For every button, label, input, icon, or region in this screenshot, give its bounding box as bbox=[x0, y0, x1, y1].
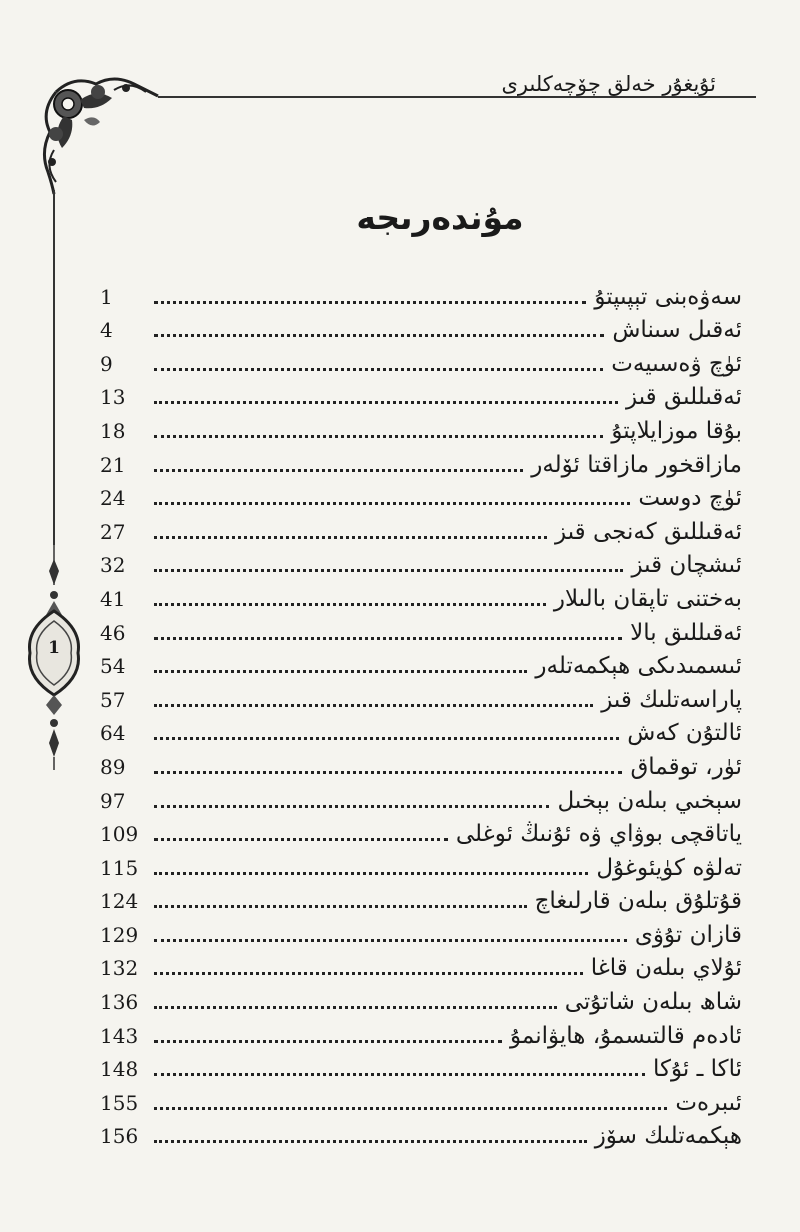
toc-entry-page: 4 bbox=[100, 318, 113, 343]
toc-entry bbox=[100, 715, 742, 749]
toc-entry-title: ئۈچ دوست bbox=[638, 485, 742, 512]
toc-entry-page: 27 bbox=[100, 519, 126, 544]
toc-entry-page: 21 bbox=[100, 452, 126, 477]
toc-leader-dots bbox=[154, 939, 627, 942]
toc-entry-page: 9 bbox=[100, 351, 113, 376]
toc-entry-page: 32 bbox=[100, 553, 126, 578]
toc-entry-title: ئىبرەت bbox=[675, 1089, 742, 1116]
toc-entry bbox=[100, 849, 742, 883]
corner-ornament-icon bbox=[34, 70, 164, 195]
toc-entry-page: 89 bbox=[100, 754, 126, 779]
toc-entry-title: ئەقىللىق كەنجى قىز bbox=[555, 518, 742, 545]
toc-entry-title: ئەقىللىق بالا bbox=[630, 619, 742, 646]
toc-entry bbox=[100, 580, 742, 614]
toc-entry bbox=[100, 480, 742, 514]
toc-entry-title: ئاكا ـ ئۇكا bbox=[653, 1056, 742, 1083]
toc-entry-title: ئالتۇن كەش bbox=[627, 720, 742, 747]
toc-leader-dots bbox=[154, 368, 603, 371]
toc-entry-page: 156 bbox=[100, 1124, 139, 1149]
toc-entry-page: 41 bbox=[100, 586, 126, 611]
toc-entry bbox=[100, 1118, 742, 1152]
toc-entry bbox=[100, 983, 742, 1017]
toc-entry bbox=[100, 513, 742, 547]
toc-entry bbox=[100, 916, 742, 950]
toc-entry bbox=[100, 278, 742, 312]
toc-leader-dots bbox=[154, 637, 622, 640]
toc-entry-title: ئىسمىدىكى ھېكمەتلەر bbox=[535, 653, 742, 680]
toc-entry bbox=[100, 648, 742, 682]
toc-entry-title: ئەقىللىق قىز bbox=[626, 384, 742, 411]
toc-entry bbox=[100, 748, 742, 782]
toc-leader-dots bbox=[154, 435, 603, 438]
toc-entry bbox=[100, 379, 742, 413]
page-number: 1 bbox=[48, 638, 60, 658]
toc-entry-page: 13 bbox=[100, 385, 126, 410]
toc-leader-dots bbox=[154, 1140, 587, 1143]
toc-leader-dots bbox=[154, 469, 523, 472]
toc-leader-dots bbox=[154, 502, 630, 505]
toc-entry-page: 132 bbox=[100, 956, 139, 981]
toc-leader-dots bbox=[154, 334, 604, 337]
toc-leader-dots bbox=[154, 536, 547, 539]
toc-leader-dots bbox=[154, 1040, 502, 1043]
toc-leader-dots bbox=[154, 771, 622, 774]
toc-entry-title: تەلۋە كۈيئوغۇل bbox=[596, 854, 742, 881]
toc-entry bbox=[100, 345, 742, 379]
toc-leader-dots bbox=[154, 905, 527, 908]
toc-entry-title: ئۇلاي بىلەن قاغا bbox=[590, 955, 742, 982]
toc-entry-title: ئۈچ ۋەسىيەت bbox=[611, 350, 742, 377]
toc-entry bbox=[100, 614, 742, 648]
toc-entry-page: 143 bbox=[100, 1023, 139, 1048]
toc-entry bbox=[100, 1084, 742, 1118]
toc-entry-title: بەختنى تاپقان بالىلار bbox=[553, 585, 742, 612]
toc-leader-dots bbox=[154, 805, 549, 808]
toc-leader-dots bbox=[154, 301, 586, 304]
toc-entry-page: 57 bbox=[100, 687, 126, 712]
toc-leader-dots bbox=[154, 1073, 645, 1076]
toc-entry bbox=[100, 883, 742, 917]
toc-entry-page: 109 bbox=[100, 822, 139, 847]
toc-leader-dots bbox=[154, 737, 619, 740]
toc-entry-page: 155 bbox=[100, 1090, 139, 1115]
toc-entry-title: ئىشچان قىز bbox=[631, 552, 742, 579]
toc-entry-page: 18 bbox=[100, 418, 126, 443]
toc-entry-page: 97 bbox=[100, 788, 126, 813]
toc-entry-title: ھېكمەتلىك سۆز bbox=[594, 1123, 742, 1150]
toc-entry bbox=[100, 412, 742, 446]
toc-entry-title: سەۋەبنى تېپىپتۇ bbox=[594, 283, 742, 310]
toc-entry-title: شاھ بىلەن شاتۇتى bbox=[564, 989, 742, 1016]
running-head: ئۇيغۇر خەلق چۆچەكلىرى bbox=[501, 72, 716, 96]
toc-leader-dots bbox=[154, 838, 448, 841]
toc-entry bbox=[100, 1051, 742, 1085]
toc-entry-title: ئادەم قالتىسمۇ، ھايۋانمۇ bbox=[510, 1022, 742, 1049]
toc-leader-dots bbox=[154, 603, 546, 606]
toc-leader-dots bbox=[154, 972, 583, 975]
toc-leader-dots bbox=[154, 401, 618, 404]
toc-entry-page: 129 bbox=[100, 922, 139, 947]
top-rule bbox=[158, 96, 756, 98]
toc-entry-page: 115 bbox=[100, 855, 139, 880]
toc-leader-dots bbox=[154, 569, 623, 572]
toc-leader-dots bbox=[154, 670, 527, 673]
side-rule bbox=[53, 190, 55, 545]
toc-entry-page: 46 bbox=[100, 620, 126, 645]
toc-entry-title: بۇقا موزايلاپتۇ bbox=[611, 417, 742, 444]
toc-entry bbox=[100, 1017, 742, 1051]
toc-entry-title: ياتاقچى بوۋاي ۋە ئۇنىڭ ئوغلى bbox=[455, 821, 742, 848]
toc-entry bbox=[100, 816, 742, 850]
toc-entry-title: قۇتلۇق بىلەن قارلىغاچ bbox=[534, 888, 742, 915]
toc-leader-dots bbox=[154, 872, 588, 875]
toc-entry-title: سېخىي بىلەن بېخىل bbox=[557, 787, 742, 814]
toc-leader-dots bbox=[154, 1006, 557, 1009]
toc-entry-title: ئۈر، توقماق bbox=[630, 753, 742, 780]
toc-entry bbox=[100, 681, 742, 715]
toc-entry-title: پاراسەتلىك قىز bbox=[601, 686, 742, 713]
toc-entry-page: 124 bbox=[100, 889, 139, 914]
toc-entry-page: 1 bbox=[100, 284, 113, 309]
page-title: مۇندەرىجە bbox=[356, 198, 524, 237]
toc-entry bbox=[100, 446, 742, 480]
toc-entry bbox=[100, 547, 742, 581]
toc-entry bbox=[100, 782, 742, 816]
toc-entry bbox=[100, 312, 742, 346]
toc-entry-page: 136 bbox=[100, 990, 139, 1015]
table-of-contents bbox=[100, 278, 742, 1151]
toc-entry-page: 64 bbox=[100, 721, 126, 746]
toc-entry-title: قازان تۇۋى bbox=[634, 921, 742, 948]
toc-entry bbox=[100, 950, 742, 984]
toc-entry-page: 148 bbox=[100, 1057, 139, 1082]
toc-entry-title: ئەقىل سىناش bbox=[612, 317, 742, 344]
toc-entry-title: مازاقخور مازاقتا ئۆلەر bbox=[531, 451, 742, 478]
toc-entry-page: 54 bbox=[100, 654, 126, 679]
toc-leader-dots bbox=[154, 704, 593, 707]
toc-entry-page: 24 bbox=[100, 486, 126, 511]
toc-leader-dots bbox=[154, 1107, 667, 1110]
